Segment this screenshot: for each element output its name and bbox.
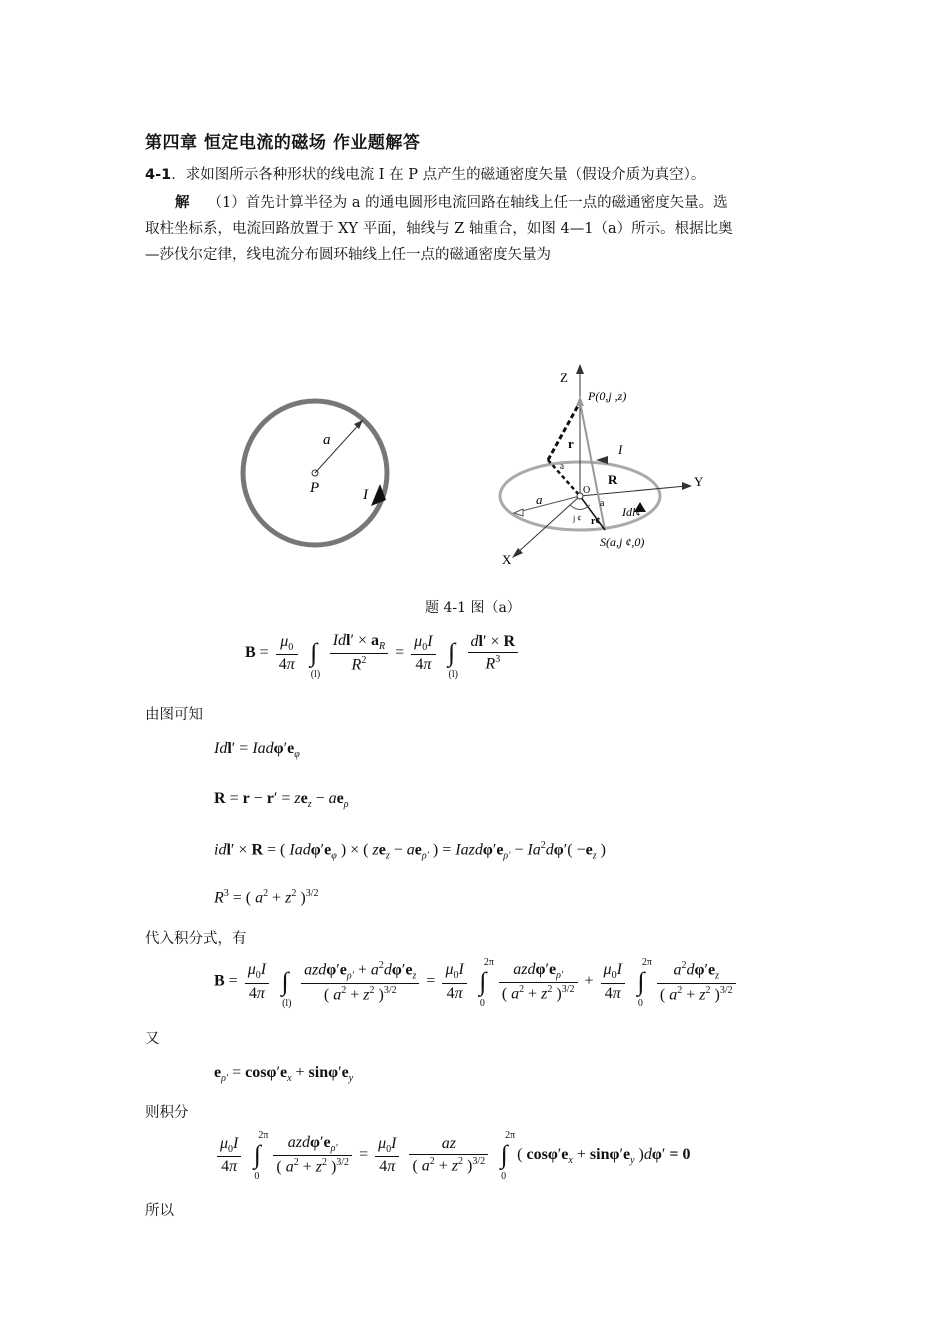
text-from-figure: 由图可知	[145, 707, 203, 723]
radius-arrow	[354, 420, 363, 429]
figure-loop	[230, 390, 410, 560]
r-label: r	[568, 436, 574, 451]
solution-line-2: 取柱坐标系，电流回路放置于 XY 平面，轴线与 Z 轴重合，如图 4—1（a）所示。根据比奥	[145, 221, 733, 237]
z-axis-label: Z	[560, 370, 568, 385]
solution-line-3: —莎伐尔定律，线电流分布圆环轴线上任一点的磁通密度矢量为	[145, 247, 551, 263]
problem-statement	[145, 162, 810, 188]
text-also: 又	[145, 1031, 160, 1047]
r-vector	[548, 402, 580, 460]
text-substitute: 代入积分式，有	[145, 931, 247, 947]
text-so: 所以	[145, 1203, 174, 1219]
r-prime-dashed	[548, 460, 580, 496]
P-label: P(0,j ,z)	[588, 389, 627, 403]
figure-3d	[490, 362, 720, 572]
Idl-label: Idl¢	[622, 505, 642, 519]
equation-2: $Idl' = Iad\varphi'e_\varphi$	[214, 740, 300, 761]
equation-4: idl′ × R = ( $Iad\varphi'e_\varphi$ ) × ( $ze_z - ae_{\rho'}$ ) = $Iazd\varphi'e_{\rho'} - Ia^2d\varphi'( -e_z$ )	[214, 840, 606, 862]
solution-line-1: 解 （1）首先计算半径为 a 的通电圆形电流回路在轴线上任一点的磁通密度矢量。选	[175, 195, 728, 211]
S-label: S(a,j ¢,0)	[600, 535, 645, 549]
P-arrow	[576, 396, 584, 406]
equation-8: $\frac{\mu_0I}{4\pi}$ ∫ 2π 0 $\frac{azd\varphi'e_{\rho'}}{( a^2 + z^2 )^{3/2}}$ = $\frac{\mu_0I}{4\pi}$ $\frac{az}{( a^2 + z^2 )^{3/2}}$ ∫ 2π 0 ( $\cos\varphi'e_x + \sin\varphi'e_y$ )dφ′ = 0	[214, 1134, 690, 1177]
current-label: I	[363, 487, 368, 503]
origin-label: O	[583, 485, 591, 496]
radius-label: a	[323, 432, 331, 448]
equation-6: B = $\frac{\mu_0I}{4\pi}$ ∫ (l) $\frac{azd\varphi'e_{\rho'} + a^2d\varphi'e_z}{( a^2 + z^2 )^{3/2}}$ = $\frac{\mu_0I}{4\pi}$ ∫ 2π 0 $\frac{azd\varphi'e_{\rho'}}{( a^2 + z^2 )^{3/2}}$ + $\frac{\mu_0I}{4\pi}$ ∫ 2π 0 $\frac{a^2d\varphi'e_z}{( a^2 + z^2 )^{3/2}}$	[214, 960, 739, 1004]
y-axis-arrow	[682, 482, 692, 490]
page-title: 第四章 恒定电流的磁场 作业题解答	[145, 133, 421, 153]
r-prime-label: r¢	[591, 516, 601, 527]
x-axis-label: X	[502, 552, 512, 567]
text-then-integral: 则积分	[145, 1105, 189, 1121]
equation-7: $e_{\rho'} = \cos\varphi'e_x + \sin\varphi'e_y$	[214, 1064, 354, 1085]
equation-5: $R^3$ = ( $a^2 + z^2$ )$^{3/2}$	[214, 888, 319, 907]
a-label: a	[536, 492, 543, 507]
y-axis-label: Y	[694, 474, 704, 489]
figure-caption: 题 4-1 图（a）	[425, 600, 521, 616]
R-label: R	[608, 472, 618, 487]
alpha-label: a	[560, 461, 564, 471]
solution-label: 解	[175, 195, 190, 211]
problem-text: ．求如图所示各种形状的线电流 I 在 P 点产生的磁通密度矢量（假设介质为真空）。	[171, 167, 706, 183]
equation-1: B = $\frac{\mu_0}{4\pi}$ ∫ (l) $\frac{Idl' \times a_R}{R^2}$ = $\frac{\mu_0I}{4\pi}$ ∫ (l) $\frac{dl' \times R}{R^3}$	[245, 632, 521, 675]
phi-label: j ¢	[573, 514, 582, 523]
point-label: P	[310, 480, 320, 496]
problem-number: 4-1	[145, 167, 172, 183]
I-label: I	[618, 442, 623, 457]
equation-3: $R = r - r' = ze_z - ae_\rho$	[214, 790, 349, 811]
R-vector	[580, 402, 605, 530]
a2-label: a	[600, 498, 605, 509]
z-axis-arrow	[576, 364, 584, 374]
